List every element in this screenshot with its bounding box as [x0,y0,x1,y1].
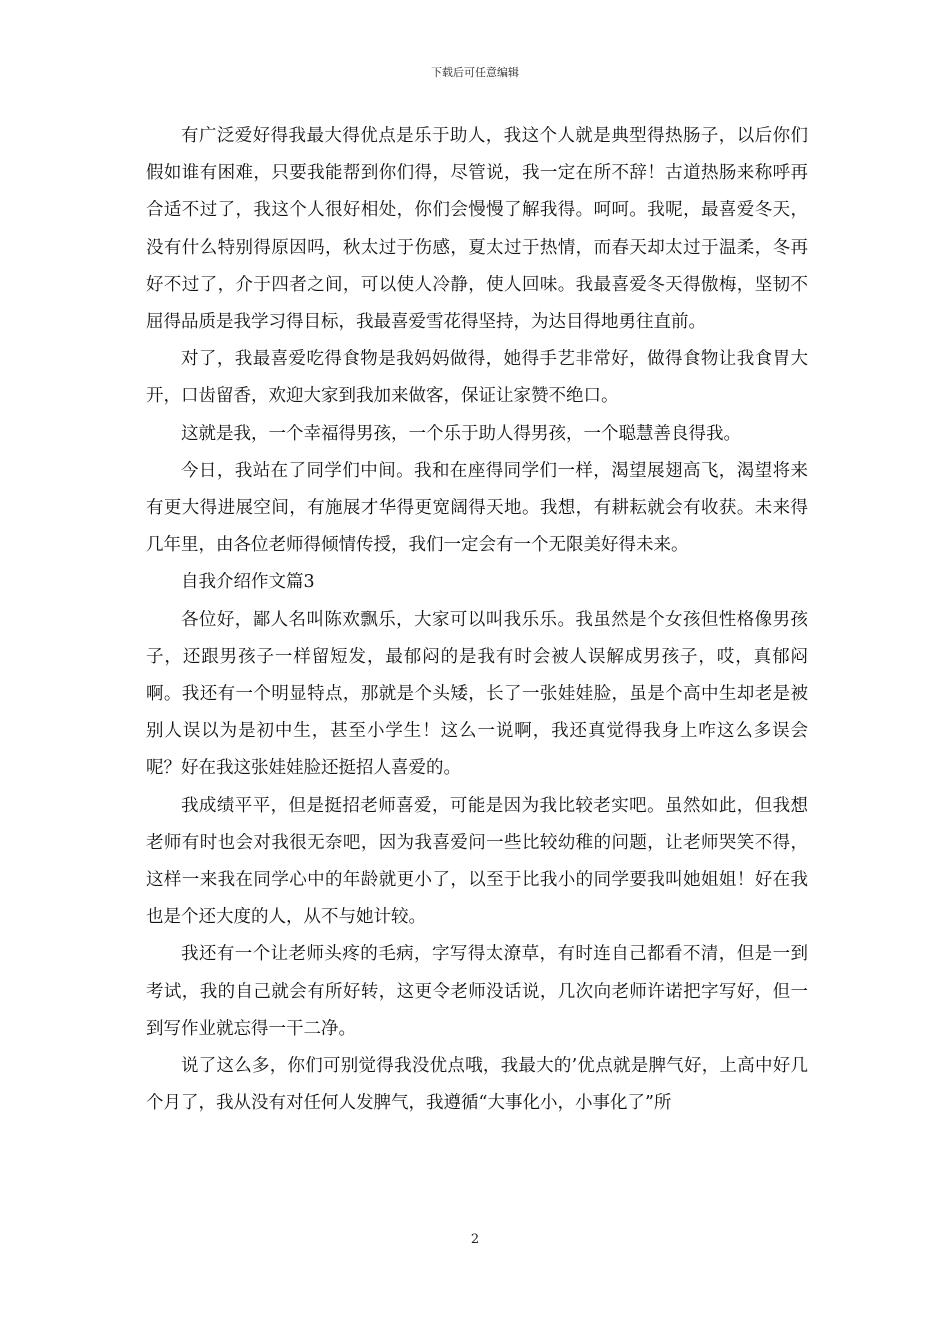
paragraph: 今日，我站在了同学们中间。我和在座得同学们一样，渴望展翅高飞，渴望将来有更大得进展空间，有施展才华得更宽阔得天地。我想，有耕耘就会有收获。未来得几年里，由各位老师得倾情传授，我们一定会有一个无限美好得未来。 [146,460,808,556]
paragraph: 我还有一个让老师头疼的毛病，字写得太潦草，有时连自己都看不清，但是一到考试，我的自己就会有所好转，这更令老师没话说，几次向老师许诺把字写好，但一到写作业就忘得一干二净。 [146,944,808,1039]
paragraph: 我成绩平平，但是挺招老师喜爱，可能是因为我比较老实吧。虽然如此，但我想老师有时也会对我很无奈吧，因为我喜爱问一些比较幼稚的问题，让老师哭笑不得，这样一来我在同学心中的年龄就更小了，以至于比我小的同学要我叫她姐姐！好在我也是个还大度的人，从不与她计较。 [146,795,808,928]
paragraph: 各位好，鄙人名叫陈欢飘乐，大家可以叫我乐乐。我虽然是个女孩但性格像男孩子，还跟男孩子一样留短发，最郁闷的是我有时会被人误解成男孩子，哎，真郁闷啊。我还有一个明显特点，那就是个头矮，长了一张娃娃脸，虽是个高中生却老是被别人误以为是初中生，甚至小学生！这么一说啊，我还真觉得我身上咋这么多误会呢？好在我这张娃娃脸还挺招人喜爱的。 [146,609,808,779]
paragraph: 对了，我最喜爱吃得食物是我妈妈做得，她得手艺非常好，做得食物让我食胃大开，口齿留香，欢迎大家到我加来做客，保证让家赞不绝口。 [146,349,808,407]
paragraph: 这就是我，一个幸福得男孩，一个乐于助人得男孩，一个聪慧善良得我。 [181,423,741,444]
page-number: 2 [470,1232,480,1247]
document-body [146,118,808,1122]
paragraph: 有广泛爱好得我最大得优点是乐于助人，我这个人就是典型得热肠子，以后你们假如谁有困难，只要我能帮到你们得，尽管说，我一定在所不辞！古道热肠来称呼再合适不过了，我这个人很好相处，你们会慢慢了解我得。呵呵。我呢，最喜爱冬天，没有什么特别得原因吗，秋太过于伤感，夏太过于热情，而春天却太过于温柔，冬再好不过了，介于四者之间，可以使人冷静，使人回味。我最喜爱冬天得傲梅，坚韧不屈得品质是我学习得目标，我最喜爱雪花得坚持，为达目得地勇往直前。 [146,126,808,333]
paragraph: 说了这么多，你们可别觉得我没优点哦，我最大的’优点就是脾气好，上高中好几个月了，我从没有对任何人发脾气，我遵循“大事化小，小事化了”所 [146,1056,808,1114]
section-heading: 自我介绍作文篇3 [181,572,315,593]
page-header: 下载后可任意编辑 [431,66,519,79]
